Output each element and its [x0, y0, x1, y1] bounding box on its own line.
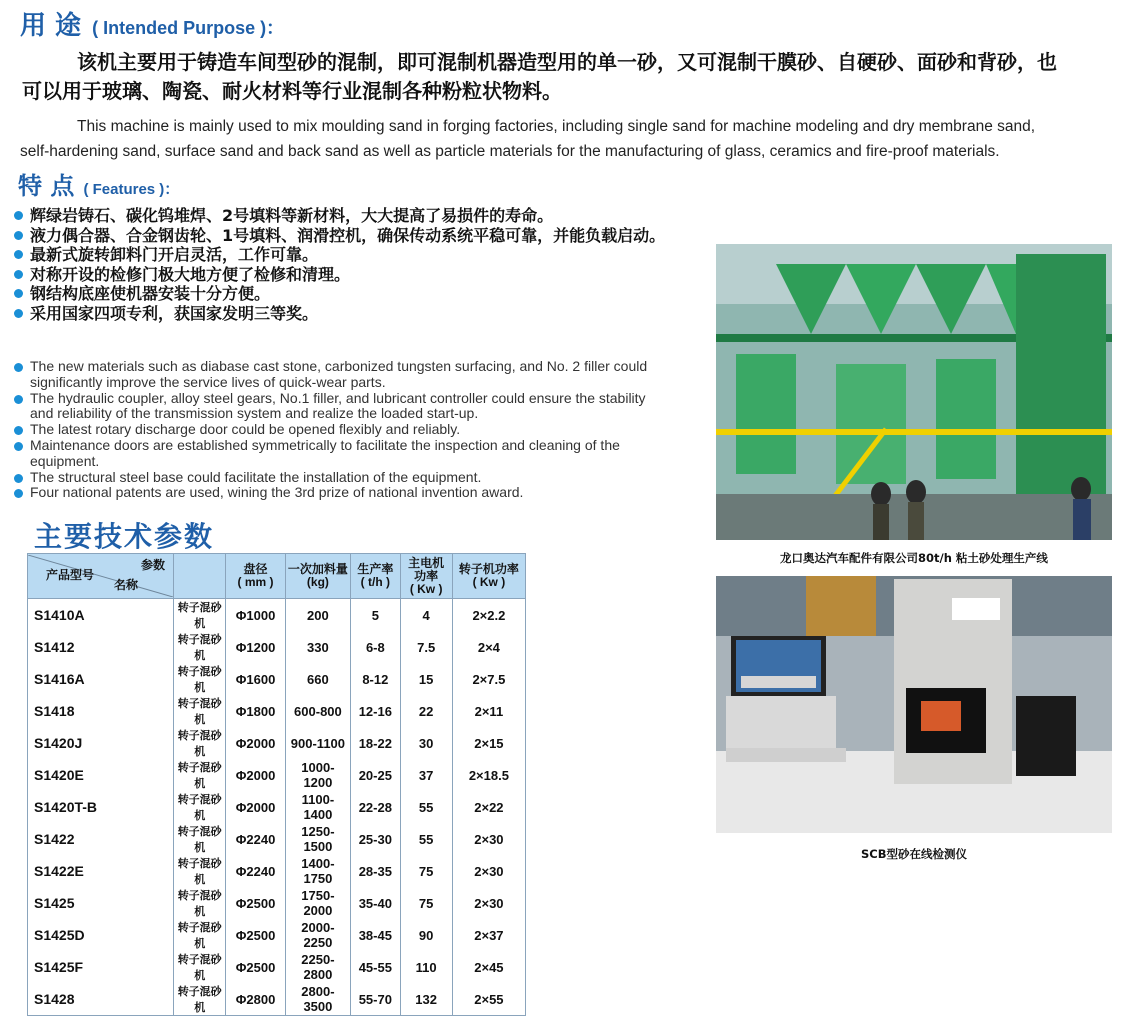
cell-dia: Φ2000 [226, 791, 285, 823]
bullet-icon [14, 211, 23, 220]
cell-dia: Φ2000 [226, 727, 285, 759]
cell-motor: 132 [400, 983, 452, 1016]
purpose-title-cn: 用 途 [20, 11, 82, 41]
table-row [28, 855, 526, 887]
cell-rotor: 2×55 [452, 983, 525, 1016]
specs-header-row [28, 554, 526, 599]
bullet-icon [14, 426, 23, 435]
cell-model: S1425F [28, 951, 174, 983]
plant-photo [716, 244, 1112, 540]
cell-dia: Φ2500 [226, 951, 285, 983]
cell-model: S1420T-B [28, 791, 174, 823]
features-title-cn: 特 点 [18, 172, 75, 200]
cell-rotor: 2×30 [452, 887, 525, 919]
feature-en-item: Four national patents are used, wining the 3rd prize of national invention award. [12, 485, 672, 501]
table-row [28, 823, 526, 855]
cell-model: S1418 [28, 695, 174, 727]
cell-dia: Φ2500 [226, 919, 285, 951]
cell-model: S1412 [28, 631, 174, 663]
bullet-icon [14, 474, 23, 483]
cell-model: S1420J [28, 727, 174, 759]
detector-illustration [716, 576, 1112, 833]
cell-batch: 1750-2000 [285, 887, 351, 919]
cell-motor: 90 [400, 919, 452, 951]
cell-motor: 22 [400, 695, 452, 727]
features-list-en [12, 359, 672, 501]
cell-rotor: 2×30 [452, 823, 525, 855]
specs-body [28, 599, 526, 1016]
cell-name: 转子混砂机 [174, 759, 226, 791]
bullet-icon [14, 270, 23, 279]
table-row [28, 631, 526, 663]
feature-cn-item: 采用国家四项专利，获国家发明三等奖。 [12, 304, 672, 324]
purpose-text-en-1: This machine is mainly used to mix moulding sand in forging factories, including single sand for machine modeling and dry membrane sand, [77, 118, 1036, 135]
specs-title: 主要技术参数 [34, 520, 215, 553]
cell-rotor: 2×15 [452, 727, 525, 759]
header-model: 产品型号 [46, 568, 95, 582]
cell-model: S1410A [28, 599, 174, 632]
header-prod: 生产率 ( t/h ) [351, 554, 400, 599]
bullet-icon [14, 231, 23, 240]
table-row [28, 695, 526, 727]
cell-name: 转子混砂机 [174, 695, 226, 727]
cell-batch: 2800-3500 [285, 983, 351, 1016]
cell-model: S1425 [28, 887, 174, 919]
bullet-icon [14, 250, 23, 259]
cell-dia: Φ2500 [226, 887, 285, 919]
cell-prod: 8-12 [351, 663, 400, 695]
purpose-text-cn-2: 可以用于玻璃、陶瓷、耐火材料等行业混制各种粉粒状物料。 [22, 79, 562, 103]
bullet-icon [14, 489, 23, 498]
cell-model: S1425D [28, 919, 174, 951]
cell-dia: Φ2800 [226, 983, 285, 1016]
cell-motor: 55 [400, 823, 452, 855]
cell-prod: 28-35 [351, 855, 400, 887]
cell-dia: Φ2000 [226, 759, 285, 791]
cell-batch: 200 [285, 599, 351, 632]
cell-name: 转子混砂机 [174, 791, 226, 823]
header-diagonal-cell [28, 555, 173, 597]
feature-en-item: The structural steel base could facilitate the installation of the equipment. [12, 470, 672, 486]
cell-batch: 2250-2800 [285, 951, 351, 983]
table-row [28, 727, 526, 759]
header-param: 参数 [140, 558, 165, 572]
table-row [28, 887, 526, 919]
feature-cn-item: 最新式旋转卸料门开启灵活，工作可靠。 [12, 245, 672, 265]
cell-prod: 18-22 [351, 727, 400, 759]
header-name-spacer [174, 554, 226, 599]
bullet-icon [14, 289, 23, 298]
cell-batch: 660 [285, 663, 351, 695]
cell-model: S1428 [28, 983, 174, 1016]
cell-rotor: 2×22 [452, 791, 525, 823]
cell-dia: Φ1200 [226, 631, 285, 663]
detector-photo [716, 576, 1112, 833]
table-row [28, 983, 526, 1016]
cell-rotor: 2×45 [452, 951, 525, 983]
plant-illustration [716, 244, 1112, 540]
cell-rotor: 2×30 [452, 855, 525, 887]
cell-batch: 600-800 [285, 695, 351, 727]
cell-rotor: 2×2.2 [452, 599, 525, 632]
feature-en-item: Maintenance doors are established symmetrically to facilitate the inspection and cleaning of the equipment. [12, 438, 672, 470]
cell-rotor: 2×18.5 [452, 759, 525, 791]
cell-prod: 25-30 [351, 823, 400, 855]
cell-name: 转子混砂机 [174, 599, 226, 632]
detector-photo-caption: SCB型砂在线检测仪 [861, 847, 967, 861]
cell-motor: 7.5 [400, 631, 452, 663]
header-motor: 主电机功率 ( Kw ) [400, 554, 452, 599]
table-row [28, 919, 526, 951]
plant-photo-caption: 龙口奥达汽车配件有限公司80t/h 粘土砂处理生产线 [780, 551, 1048, 565]
cell-dia: Φ1600 [226, 663, 285, 695]
bullet-icon [14, 442, 23, 451]
cell-motor: 110 [400, 951, 452, 983]
cell-name: 转子混砂机 [174, 919, 226, 951]
cell-name: 转子混砂机 [174, 631, 226, 663]
cell-model: S1416A [28, 663, 174, 695]
table-row [28, 663, 526, 695]
header-rotor: 转子机功率 ( Kw ) [452, 554, 525, 599]
cell-rotor: 2×11 [452, 695, 525, 727]
header-dia: 盘径 ( mm ) [226, 554, 285, 599]
feature-en-item: The new materials such as diabase cast stone, carbonized tungsten surfacing, and No. 2 filler could significantly improve the service lives of quick-wear parts. [12, 359, 672, 391]
feature-en-item: The hydraulic coupler, alloy steel gears, No.1 filler, and lubricant controller could ensure the stability and reliability of the transmission system and realize the loaded start-up. [12, 391, 672, 423]
cell-motor: 4 [400, 599, 452, 632]
cell-motor: 75 [400, 887, 452, 919]
cell-dia: Φ1000 [226, 599, 285, 632]
header-batch: 一次加料量 (kg) [285, 554, 351, 599]
cell-dia: Φ1800 [226, 695, 285, 727]
table-row [28, 759, 526, 791]
purpose-title-en: ( Intended Purpose )： [92, 18, 285, 38]
cell-name: 转子混砂机 [174, 727, 226, 759]
header-model-name [28, 554, 174, 599]
cell-prod: 12-16 [351, 695, 400, 727]
cell-rotor: 2×4 [452, 631, 525, 663]
table-row [28, 599, 526, 632]
cell-name: 转子混砂机 [174, 887, 226, 919]
cell-name: 转子混砂机 [174, 823, 226, 855]
feature-cn-item: 液力偶合器、合金钢齿轮、1号填料、润滑控机，确保传动系统平稳可靠，并能负载启动。 [12, 226, 670, 246]
cell-batch: 1100-1400 [285, 791, 351, 823]
purpose-text-en-2: self-hardening sand, surface sand and back sand as well as particle materials for the manufacturing of glass, ceramics and fire-proof materials. [20, 143, 1000, 160]
cell-prod: 20-25 [351, 759, 400, 791]
features-heading [18, 166, 179, 201]
cell-prod: 45-55 [351, 951, 400, 983]
table-row [28, 791, 526, 823]
cell-dia: Φ2240 [226, 855, 285, 887]
feature-en-item: The latest rotary discharge door could be opened flexibly and reliably. [12, 422, 672, 438]
cell-batch: 330 [285, 631, 351, 663]
cell-batch: 1400-1750 [285, 855, 351, 887]
cell-model: S1422E [28, 855, 174, 887]
cell-batch: 900-1100 [285, 727, 351, 759]
bullet-icon [14, 363, 23, 372]
cell-prod: 22-28 [351, 791, 400, 823]
cell-name: 转子混砂机 [174, 951, 226, 983]
purpose-text-cn-1: 该机主要用于铸造车间型砂的混制，即可混制机器造型用的单一砂，又可混制干膜砂、自硬砂、面砂和背砂，也 [77, 50, 1057, 74]
cell-prod: 55-70 [351, 983, 400, 1016]
feature-cn-item: 辉绿岩铸石、碳化钨堆焊、2号填料等新材料，大大提高了易损件的寿命。 [12, 206, 672, 226]
specs-table [27, 553, 526, 1016]
cell-dia: Φ2240 [226, 823, 285, 855]
purpose-heading [20, 5, 284, 39]
cell-name: 转子混砂机 [174, 663, 226, 695]
feature-cn-item: 对称开设的检修门极大地方便了检修和清理。 [12, 265, 672, 285]
cell-prod: 35-40 [351, 887, 400, 919]
cell-name: 转子混砂机 [174, 983, 226, 1016]
header-name: 名称 [114, 578, 139, 592]
cell-rotor: 2×7.5 [452, 663, 525, 695]
cell-prod: 5 [351, 599, 400, 632]
cell-motor: 55 [400, 791, 452, 823]
cell-prod: 38-45 [351, 919, 400, 951]
cell-batch: 1000-1200 [285, 759, 351, 791]
cell-motor: 75 [400, 855, 452, 887]
features-list-cn [12, 206, 672, 324]
bullet-icon [14, 309, 23, 318]
cell-batch: 1250-1500 [285, 823, 351, 855]
cell-motor: 37 [400, 759, 452, 791]
feature-cn-item: 钢结构底座使机器安装十分方便。 [12, 284, 672, 304]
cell-batch: 2000-2250 [285, 919, 351, 951]
cell-motor: 30 [400, 727, 452, 759]
bullet-icon [14, 395, 23, 404]
features-title-en: ( Features )： [83, 181, 180, 198]
cell-motor: 15 [400, 663, 452, 695]
cell-model: S1422 [28, 823, 174, 855]
cell-model: S1420E [28, 759, 174, 791]
cell-name: 转子混砂机 [174, 855, 226, 887]
cell-rotor: 2×37 [452, 919, 525, 951]
cell-prod: 6-8 [351, 631, 400, 663]
table-row [28, 951, 526, 983]
